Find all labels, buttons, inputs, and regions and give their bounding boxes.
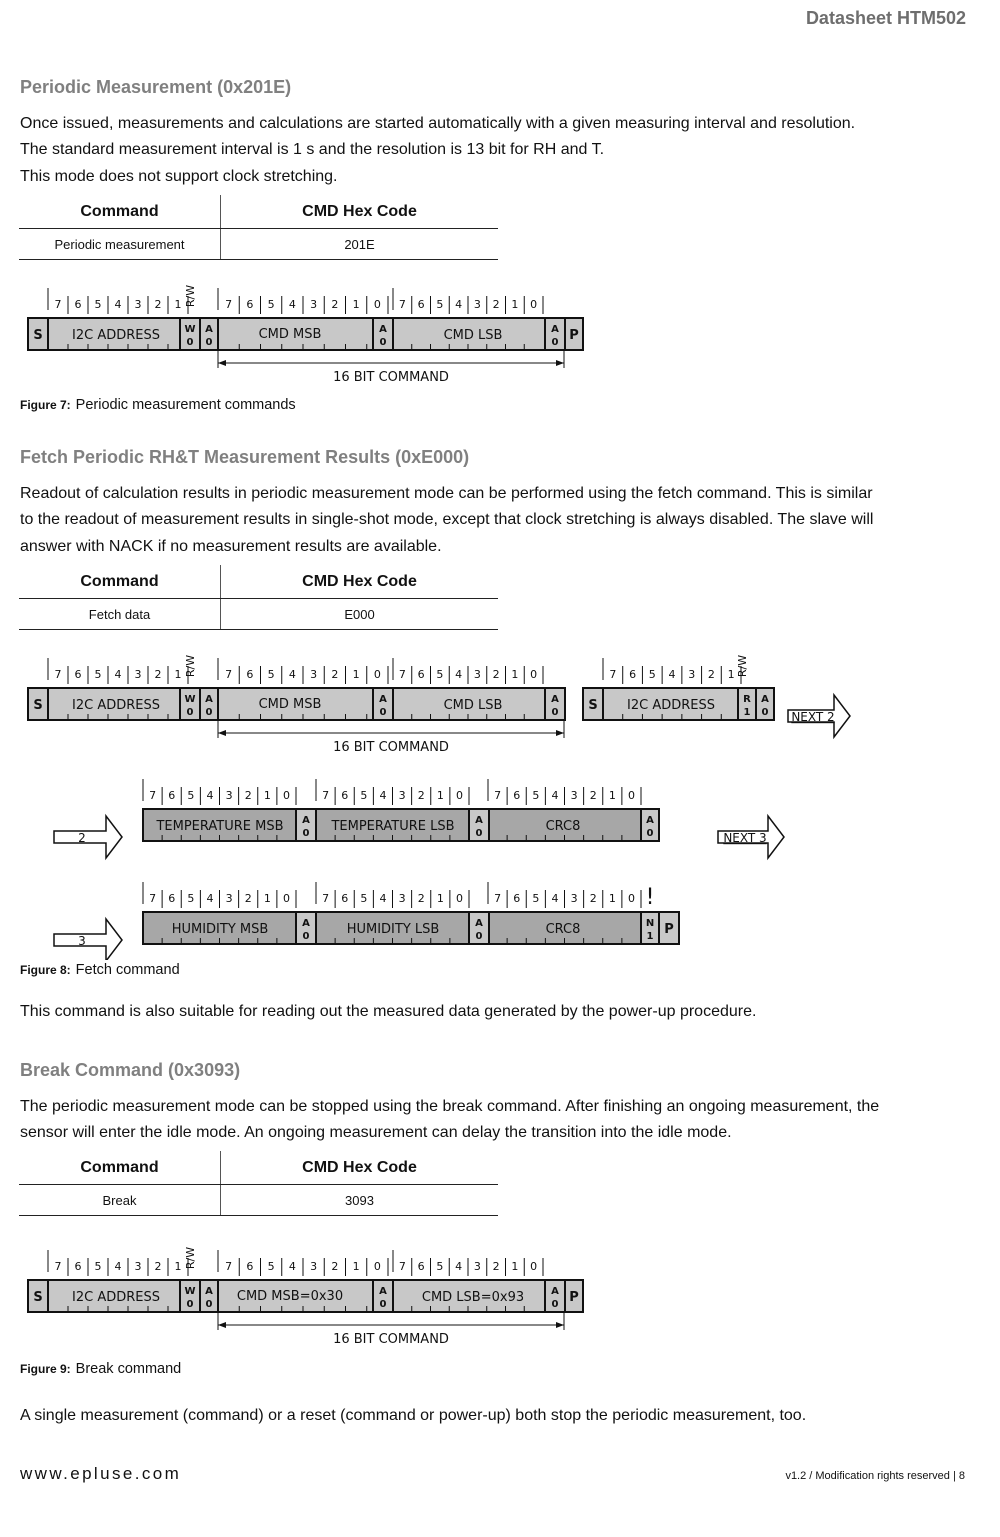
ack-bit-label: A: [551, 694, 559, 705]
ack-bit-label: A: [302, 918, 310, 929]
command-msb-bit-number: 4: [288, 1260, 296, 1273]
command-lsb-bit-number: 2: [492, 668, 500, 681]
paragraph-fetch: [20, 481, 975, 560]
command-msb-bit-number: 6: [246, 1260, 254, 1273]
data-bit-number: 6: [513, 892, 521, 905]
command-msb-bit-number: 1: [352, 668, 360, 681]
data-bit-number: 0: [627, 789, 635, 802]
data-bit-number: 6: [168, 789, 176, 802]
address-bit-number: 1: [727, 668, 735, 681]
address-bit-number: 4: [668, 668, 676, 681]
command-msb-bit-number: 6: [246, 668, 254, 681]
three-label: 3: [78, 934, 86, 948]
address-bit-number: 7: [609, 668, 617, 681]
data-bit-number: 2: [244, 789, 252, 802]
data-bit-number: 7: [149, 789, 157, 802]
command-msb-bit-number: 4: [288, 298, 296, 311]
two-label: 2: [78, 831, 86, 845]
address-label: I2C ADDRESS: [72, 698, 160, 713]
table-cell-command: Periodic measurement: [19, 229, 221, 259]
address-bit-number: 3: [134, 1260, 142, 1273]
figure-caption-text: Break command: [75, 1361, 182, 1377]
command-msb-bit-number: 7: [225, 298, 233, 311]
command-lsb-bit-number: 1: [511, 1260, 519, 1273]
nack-bit-value: 1: [646, 931, 654, 942]
data-bit-number: 1: [608, 892, 616, 905]
command-msb-bit-number: 3: [310, 298, 318, 311]
start-bit-label: S: [33, 1290, 43, 1305]
data-bit-number: 3: [570, 789, 578, 802]
frame-write-command: [28, 1247, 583, 1347]
diagram-fetch-command: [0, 650, 900, 960]
table-header-hexcode: CMD Hex Code: [302, 1159, 417, 1176]
data-bit-number: 6: [513, 789, 521, 802]
data-bit-number: 3: [398, 892, 406, 905]
command-lsb-bit-number: 2: [492, 1260, 500, 1273]
table-header-row: [19, 565, 498, 599]
address-bit-number: 6: [629, 668, 637, 681]
data-bit-number: 0: [455, 892, 463, 905]
command-msb-label: CMD MSB: [258, 327, 322, 342]
data-bit-number: 6: [341, 789, 349, 802]
next-3-arrow: [718, 816, 784, 858]
figure-label: Figure 7:: [20, 398, 71, 412]
data-bit-number: 7: [149, 892, 157, 905]
command-lsb-bit-number: 1: [511, 668, 519, 681]
command-lsb-bit-number: 4: [455, 668, 463, 681]
ack-bit-value: 0: [646, 828, 654, 839]
address-bit-number: 4: [114, 1260, 122, 1273]
address-bit-number: 2: [154, 1260, 162, 1273]
document-header-title: Datasheet HTM502: [805, 8, 966, 28]
ack-bit-value: 0: [205, 707, 213, 718]
data-bit-number: 2: [589, 789, 597, 802]
address-bit-number: 3: [134, 298, 142, 311]
ack-bit-value: 0: [475, 931, 483, 942]
rw-label: R/W: [184, 284, 197, 308]
figure-caption-7: [20, 397, 296, 413]
data-bit-number: 2: [589, 892, 597, 905]
address-bit-number: 1: [174, 1260, 182, 1273]
paragraph-fetch-after: This command is also suitable for reading out the measured data generated by the power-up procedure.: [20, 1003, 757, 1020]
ack-bit-label: A: [761, 694, 769, 705]
table-row: [19, 1185, 498, 1216]
table-cell-hexcode: 201E: [344, 237, 375, 252]
diagram-periodic-measurement: [0, 280, 600, 388]
data-bit-number: 1: [436, 789, 444, 802]
command-lsb-bit-number: 0: [530, 298, 538, 311]
command-msb-bit-number: 2: [331, 1260, 339, 1273]
ack-bit-label: A: [302, 815, 310, 826]
paragraph-line: The standard measurement interval is 1 s and the resolution is 13 bit for RH and T.: [20, 141, 605, 159]
data-bit-number: 0: [627, 892, 635, 905]
address-bit-number: 4: [114, 298, 122, 311]
next-2-arrow: [788, 695, 850, 737]
rw-label: R/W: [184, 654, 197, 678]
table-cell-hexcode: E000: [344, 607, 375, 622]
table-header-row: [19, 1151, 498, 1185]
address-bit-number: 7: [54, 298, 62, 311]
write-bit-label: W: [184, 324, 196, 335]
write-bit-label: W: [184, 694, 196, 705]
command-table-fetch: [19, 565, 498, 630]
address-bit-number: 5: [94, 668, 102, 681]
address-label: I2C ADDRESS: [72, 1290, 160, 1305]
ack-bit-label: A: [205, 694, 213, 705]
address-label: I2C ADDRESS: [72, 328, 160, 343]
paragraph-line: to the readout of measurement results in single-shot mode, except that clock stretching is always disabled. The slave will: [20, 511, 874, 529]
data-bit-number: 6: [168, 892, 176, 905]
data-bit-number: 3: [225, 789, 233, 802]
ack-bit-value: 0: [379, 1299, 387, 1310]
command-lsb-bit-number: 3: [473, 298, 481, 311]
stop-bit-label: P: [569, 1290, 579, 1305]
command-msb-bit-number: 5: [267, 298, 275, 311]
data-bit-number: 2: [244, 892, 252, 905]
command-msb-label: CMD MSB=0x30: [236, 1289, 344, 1304]
footer-version: v1.2 / Modification rights reserved | 8: [785, 1470, 965, 1482]
read-bit-label: R: [743, 694, 751, 705]
next3-label: NEXT 3: [723, 831, 767, 845]
write-bit-label: W: [184, 1286, 196, 1297]
frame-temperature-data: [143, 779, 659, 841]
command-msb-bit-number: 2: [331, 298, 339, 311]
command-lsb-label: CMD LSB: [443, 328, 503, 343]
stop-bit-label: P: [569, 328, 579, 343]
sixteen-bit-command-label: 16 BIT COMMAND: [333, 1332, 449, 1347]
sixteen-bit-command-label: 16 BIT COMMAND: [333, 370, 449, 385]
ack-bit-value: 0: [551, 337, 559, 348]
address-bit-number: 2: [154, 298, 162, 311]
paragraph-line: Once issued, measurements and calculations are started automatically with a given measuring interval and resolution.: [20, 115, 856, 132]
paragraph-line: answer with NACK if no measurement results are available.: [20, 537, 442, 555]
stop-bit-label: P: [664, 922, 674, 937]
ack-bit-label: A: [475, 918, 483, 929]
table-row: [19, 599, 498, 630]
command-lsb-bit-number: 2: [492, 298, 500, 311]
data-bit-number: 5: [532, 789, 540, 802]
command-lsb-bit-number: 5: [436, 1260, 444, 1273]
data-bit-number: 7: [322, 892, 330, 905]
address-bit-number: 3: [134, 668, 142, 681]
table-header-row: [19, 195, 498, 229]
rw-label: R/W: [736, 654, 749, 678]
address-bit-number: 5: [648, 668, 656, 681]
command-msb-bit-number: 0: [373, 668, 381, 681]
command-lsb-label: CMD LSB: [443, 698, 503, 713]
paragraph-line: This mode does not support clock stretching.: [20, 167, 338, 185]
ack-bit-label: A: [379, 694, 387, 705]
ack-bit-label: A: [646, 815, 654, 826]
frame-humidity-data: [143, 882, 679, 944]
address-bit-number: 6: [74, 298, 82, 311]
command-lsb-bit-number: 7: [398, 1260, 406, 1273]
data-bit-number: 3: [225, 892, 233, 905]
data-bit-number: 4: [206, 789, 214, 802]
ack-bit-label: A: [475, 815, 483, 826]
command-msb-bit-number: 5: [267, 1260, 275, 1273]
command-lsb-bit-number: 5: [436, 668, 444, 681]
frame-read-address: [583, 655, 774, 720]
address-bit-number: 6: [74, 668, 82, 681]
write-bit-value: 0: [186, 337, 194, 348]
command-lsb-bit-number: 5: [436, 298, 444, 311]
paragraph-break-after: A single measurement (command) or a reset (command or power-up) both stop the periodic measurement, too.: [20, 1407, 807, 1424]
warning-mark: !: [645, 885, 655, 910]
command-lsb-bit-number: 6: [417, 668, 425, 681]
frame-write-command: [28, 285, 583, 385]
data-bit-number: 0: [282, 789, 290, 802]
data-byte-label: TEMPERATURE LSB: [331, 819, 455, 834]
command-msb-bit-number: 0: [373, 1260, 381, 1273]
frame-write-command: [28, 655, 565, 755]
data-bit-number: 2: [417, 789, 425, 802]
table-header-command: Command: [19, 195, 221, 228]
command-msb-bit-number: 5: [267, 668, 275, 681]
section-heading-fetch: Fetch Periodic RH&T Measurement Results (0xE000): [20, 447, 470, 467]
ack-bit-label: A: [551, 1286, 559, 1297]
command-lsb-bit-number: 4: [455, 298, 463, 311]
data-bit-number: 1: [436, 892, 444, 905]
data-byte-label: CRC8: [545, 922, 581, 937]
address-bit-number: 6: [74, 1260, 82, 1273]
command-lsb-bit-number: 7: [398, 668, 406, 681]
command-lsb-bit-number: 6: [417, 298, 425, 311]
address-bit-number: 1: [174, 298, 182, 311]
data-bit-number: 0: [282, 892, 290, 905]
ack-bit-value: 0: [551, 1299, 559, 1310]
data-bit-number: 2: [417, 892, 425, 905]
data-byte-label: CRC8: [545, 819, 581, 834]
section-heading-break: Break Command (0x3093): [20, 1060, 241, 1080]
start-bit-label: S: [588, 698, 598, 713]
table-header-hexcode: CMD Hex Code: [302, 573, 417, 590]
paragraph-break: [20, 1094, 975, 1147]
command-msb-bit-number: 3: [310, 668, 318, 681]
ack-bit-value: 0: [379, 337, 387, 348]
data-byte-label: HUMIDITY LSB: [346, 922, 440, 937]
ack-bit-value: 0: [205, 337, 213, 348]
data-bit-number: 7: [494, 789, 502, 802]
write-bit-value: 0: [186, 707, 194, 718]
address-bit-number: 5: [94, 1260, 102, 1273]
command-msb-bit-number: 1: [352, 1260, 360, 1273]
ack-bit-label: A: [205, 324, 213, 335]
figure-label: Figure 8:: [20, 963, 71, 977]
command-lsb-bit-number: 6: [417, 1260, 425, 1273]
next2-label: NEXT 2: [791, 710, 835, 724]
ack-bit-value: 0: [761, 707, 769, 718]
data-bit-number: 6: [341, 892, 349, 905]
address-bit-number: 1: [174, 668, 182, 681]
figure-caption-text: Fetch command: [75, 962, 180, 978]
rw-label: R/W: [184, 1246, 197, 1270]
section-heading-periodic: Periodic Measurement (0x201E): [20, 77, 292, 97]
paragraph-periodic: [20, 111, 975, 190]
three-arrow-shape: [54, 919, 122, 960]
command-msb-bit-number: 0: [373, 298, 381, 311]
ack-bit-value: 0: [302, 828, 310, 839]
figure-caption-text: Periodic measurement commands: [75, 397, 296, 413]
command-lsb-bit-number: 1: [511, 298, 519, 311]
data-bit-number: 4: [206, 892, 214, 905]
command-msb-bit-number: 2: [331, 668, 339, 681]
ack-bit-label: A: [379, 1286, 387, 1297]
data-bit-number: 5: [187, 789, 195, 802]
continuation-2-arrow: [54, 816, 122, 858]
command-lsb-bit-number: 7: [398, 298, 406, 311]
data-bit-number: 1: [263, 892, 271, 905]
data-bit-number: 1: [608, 789, 616, 802]
table-cell-command: Fetch data: [19, 599, 221, 629]
data-bit-number: 5: [187, 892, 195, 905]
data-bit-number: 7: [494, 892, 502, 905]
paragraph-line: sensor will enter the idle mode. An ongoing measurement can delay the transition into the idle mode.: [20, 1124, 732, 1142]
paragraph-line: The periodic measurement mode can be stopped using the break command. After finishing an ongoing measurement, the: [20, 1098, 880, 1115]
command-lsb-bit-number: 0: [530, 668, 538, 681]
command-lsb-label: CMD LSB=0x93: [421, 1290, 525, 1305]
data-bit-number: 7: [322, 789, 330, 802]
nack-bit-label: N: [645, 918, 655, 929]
command-msb-label: CMD MSB: [258, 697, 322, 712]
command-lsb-bit-number: 4: [455, 1260, 463, 1273]
ack-bit-value: 0: [379, 707, 387, 718]
ack-bit-value: 0: [551, 707, 559, 718]
data-bit-number: 5: [532, 892, 540, 905]
data-bit-number: 5: [360, 789, 368, 802]
address-bit-number: 7: [54, 668, 62, 681]
data-bit-number: 3: [570, 892, 578, 905]
write-bit-value: 0: [186, 1299, 194, 1310]
table-cell-hexcode: 3093: [345, 1193, 374, 1208]
data-bit-number: 5: [360, 892, 368, 905]
address-bit-number: 7: [54, 1260, 62, 1273]
data-bit-number: 1: [263, 789, 271, 802]
command-lsb-bit-number: 3: [473, 1260, 481, 1273]
command-msb-bit-number: 3: [310, 1260, 318, 1273]
address-label: I2C ADDRESS: [627, 698, 715, 713]
paragraph-line: Readout of calculation results in periodic measurement mode can be performed using the fetch command. This is similar: [20, 485, 873, 502]
sixteen-bit-command-label: 16 BIT COMMAND: [333, 740, 449, 755]
command-lsb-bit-number: 3: [473, 668, 481, 681]
address-bit-number: 4: [114, 668, 122, 681]
table-header-hexcode: CMD Hex Code: [302, 203, 417, 220]
start-bit-label: S: [33, 698, 43, 713]
command-lsb-bit-number: 0: [530, 1260, 538, 1273]
data-byte-label: TEMPERATURE MSB: [156, 819, 284, 834]
ack-bit-label: A: [205, 1286, 213, 1297]
ack-bit-label: A: [379, 324, 387, 335]
figure-label: Figure 9:: [20, 1362, 71, 1376]
two-arrow-shape: [54, 816, 122, 858]
data-bit-number: 4: [551, 789, 559, 802]
figure-caption-8: [20, 962, 180, 978]
ack-bit-label: A: [551, 324, 559, 335]
ack-bit-value: 0: [302, 931, 310, 942]
read-bit-value: 1: [743, 707, 751, 718]
data-bit-number: 4: [379, 789, 387, 802]
data-bit-number: 4: [379, 892, 387, 905]
command-table-break: [19, 1151, 498, 1216]
ack-bit-value: 0: [205, 1299, 213, 1310]
address-bit-number: 2: [154, 668, 162, 681]
command-table-periodic: [19, 195, 498, 260]
table-header-command: Command: [19, 565, 221, 598]
command-msb-bit-number: 7: [225, 668, 233, 681]
table-header-command: Command: [19, 1151, 221, 1184]
data-bit-number: 0: [455, 789, 463, 802]
command-msb-bit-number: 1: [352, 298, 360, 311]
table-cell-command: Break: [19, 1185, 221, 1215]
continuation-3-arrow: [54, 919, 122, 960]
address-bit-number: 2: [707, 668, 715, 681]
start-bit-label: S: [33, 328, 43, 343]
figure-caption-9: [20, 1361, 181, 1377]
table-row: [19, 229, 498, 260]
ack-bit-value: 0: [475, 828, 483, 839]
address-bit-number: 3: [688, 668, 696, 681]
data-bit-number: 3: [398, 789, 406, 802]
data-bit-number: 4: [551, 892, 559, 905]
address-bit-number: 5: [94, 298, 102, 311]
data-byte-label: HUMIDITY MSB: [171, 922, 269, 937]
command-msb-bit-number: 4: [288, 668, 296, 681]
footer-website: www.epluse.com: [20, 1464, 182, 1483]
command-msb-bit-number: 7: [225, 1260, 233, 1273]
command-msb-bit-number: 6: [246, 298, 254, 311]
diagram-break-command: [0, 1242, 600, 1350]
